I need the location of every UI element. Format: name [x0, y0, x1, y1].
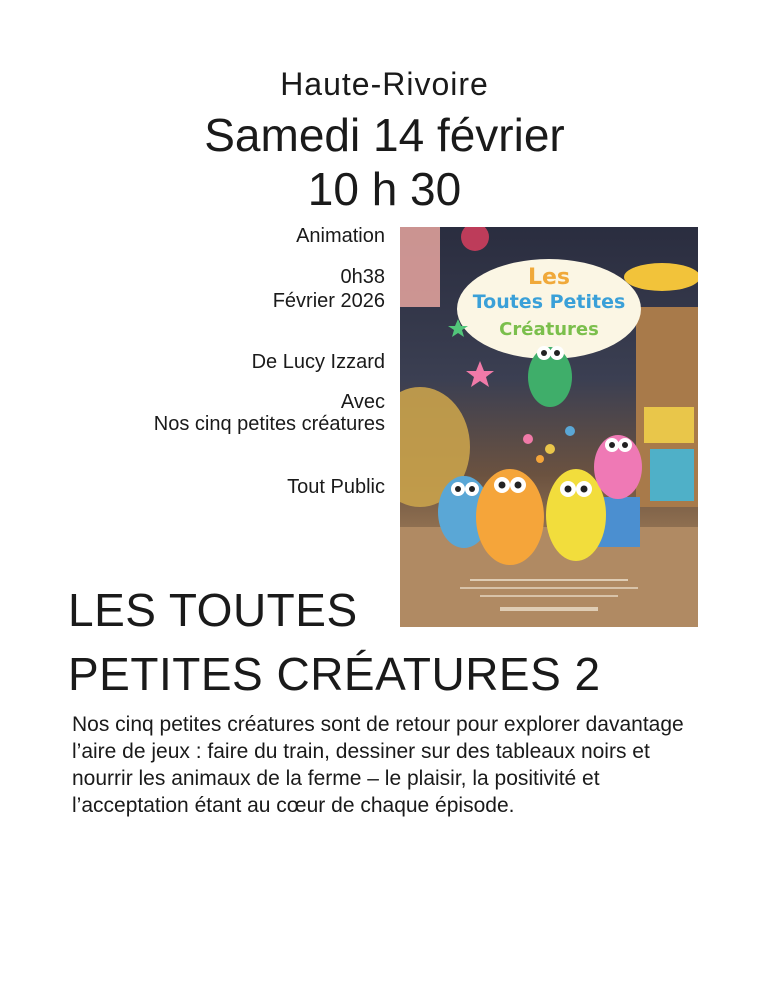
star-pink	[466, 361, 494, 387]
creature-orange	[476, 469, 544, 565]
poster-logo-line3: Créatures	[499, 319, 599, 340]
decor-ball	[624, 263, 698, 291]
film-poster	[400, 227, 698, 627]
poster-logo-line1: Les	[527, 265, 571, 290]
film-genre: Animation	[296, 225, 385, 247]
film-duration: 0h38	[340, 266, 385, 288]
film-title-line1: LES TOUTES	[68, 584, 358, 636]
poster-logo	[464, 265, 634, 357]
film-cast: Nos cinq petites créatures	[153, 413, 385, 435]
town-name: Haute-Rivoire	[280, 66, 489, 102]
film-synopsis: Nos cinq petites créatures sont de retour pour explorer davantage l’aire de jeux : faire du train, dessiner sur des tableaux noirs et nourrir les animaux de la ferme – le plaisir, la positivité et l’acceptation étant au cœur de chaque épisode.	[72, 713, 684, 817]
screening-time: 10 h 30	[307, 163, 462, 215]
creature-yellow	[546, 469, 606, 561]
decor-cube	[650, 449, 694, 501]
film-title	[68, 578, 708, 706]
film-release-date: Février 2026	[272, 290, 385, 312]
decor-cushion	[400, 227, 440, 307]
film-title-line2: PETITES CRÉATURES 2	[68, 648, 601, 700]
screening-date: Samedi 14 février	[204, 109, 565, 161]
decor-box	[644, 407, 694, 443]
decor-heart	[461, 227, 489, 251]
film-cast-label: Avec	[340, 391, 385, 413]
film-director: De Lucy Izzard	[251, 351, 385, 373]
poster-logo-line2: Toutes Petites	[472, 291, 626, 313]
film-audience: Tout Public	[287, 476, 385, 498]
